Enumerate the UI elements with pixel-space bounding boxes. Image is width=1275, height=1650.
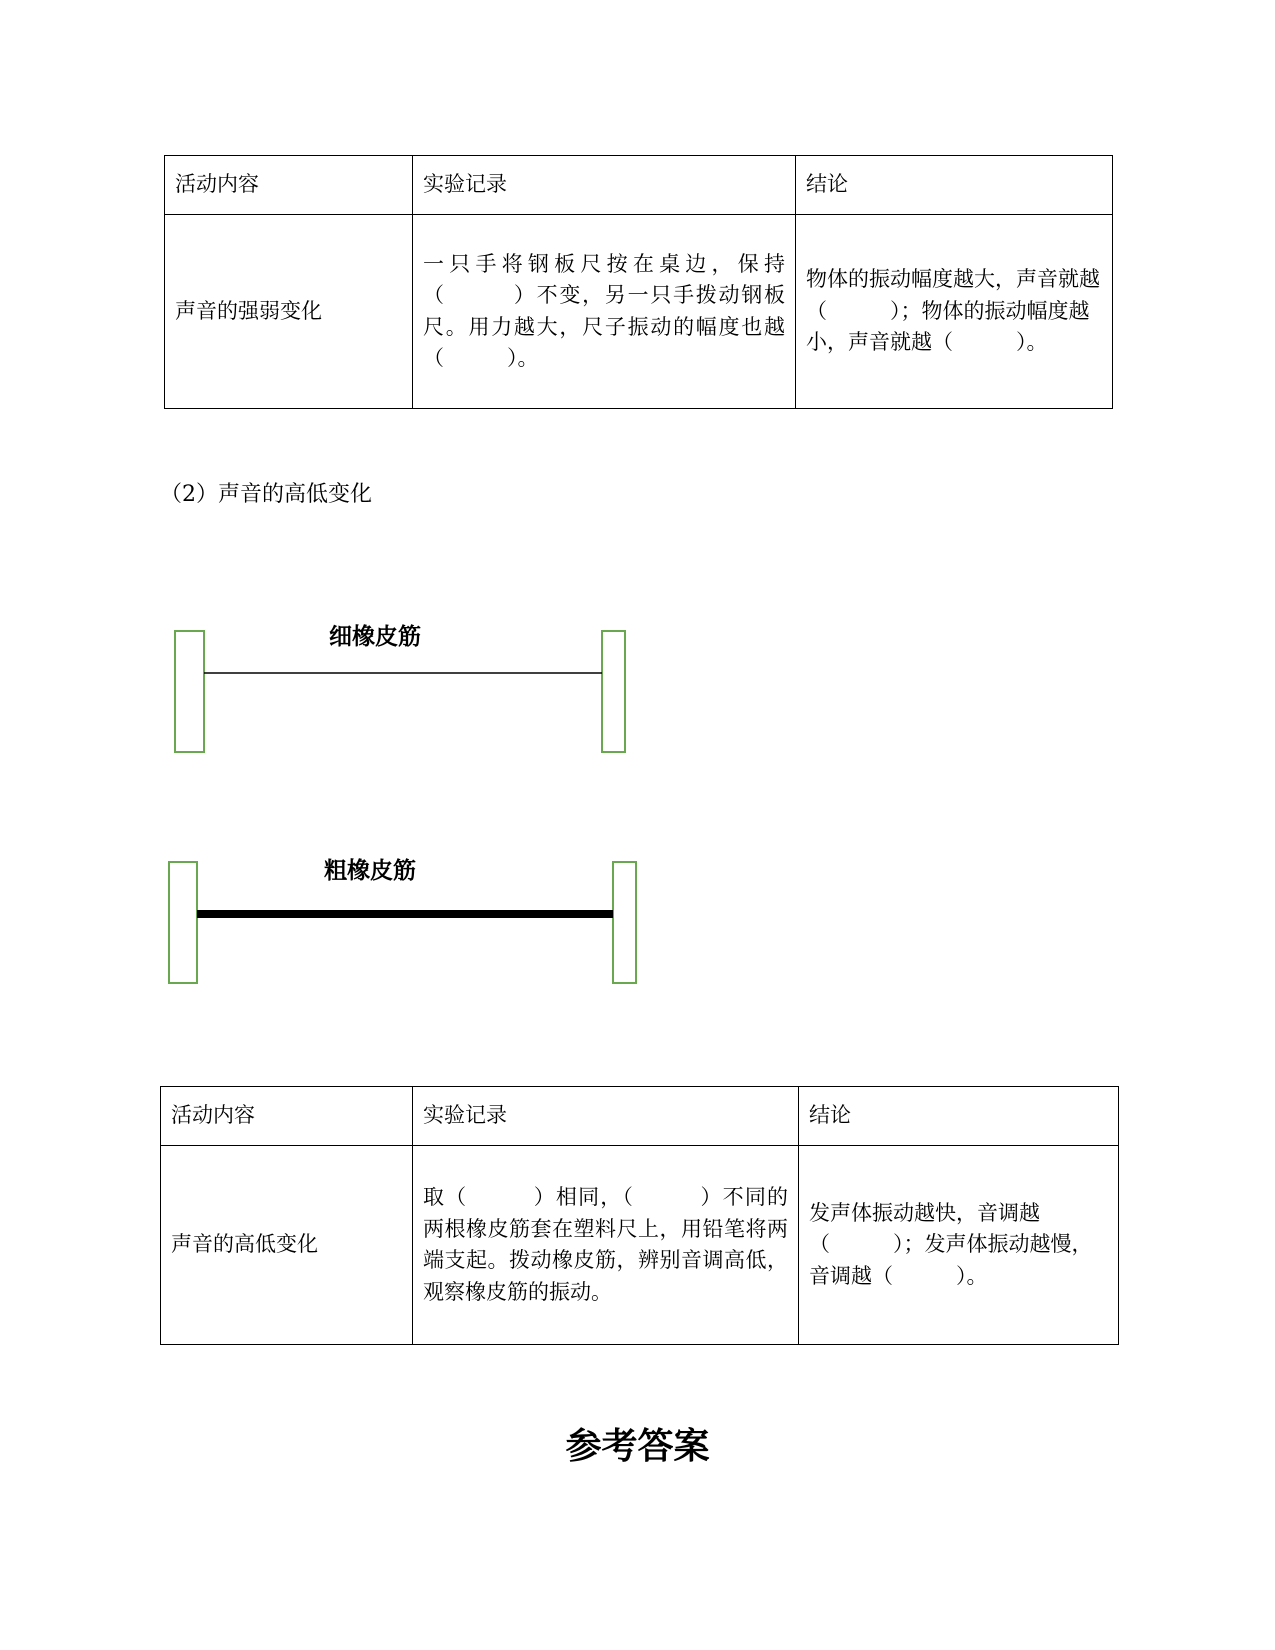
right-post-thick [613, 862, 636, 983]
table-row [161, 1146, 1119, 1345]
header-record: 实验记录 [413, 156, 796, 215]
section-title: （2）声音的高低变化 [160, 482, 372, 507]
header-conclusion: 结论 [799, 1087, 1119, 1146]
left-post-thick [169, 862, 197, 983]
activity-cell: 声音的高低变化 [161, 1146, 413, 1345]
rubber-band-diagram [160, 600, 660, 1000]
record-cell: 一只手将钢板尺按在桌边，保持（ ）不变，另一只手拨动钢板尺。用力越大，尺子振动的幅度也越（ ）。 [413, 215, 796, 409]
table-pitch [160, 1086, 1119, 1345]
thin-rubber-band-setup [175, 623, 625, 752]
activity-cell: 声音的强弱变化 [165, 215, 413, 409]
header-record: 实验记录 [413, 1087, 799, 1146]
left-post-thin [175, 631, 204, 752]
header-conclusion: 结论 [796, 156, 1113, 215]
right-post-thin [602, 631, 625, 752]
thin-band-label: 细橡皮筋 [329, 624, 421, 650]
table-loudness [164, 155, 1113, 409]
header-activity: 活动内容 [161, 1087, 413, 1146]
conclusion-cell: 发声体振动越快，音调越（ ）；发声体振动越慢，音调越（ ）。 [799, 1146, 1119, 1345]
table-header-row [161, 1087, 1119, 1146]
thick-rubber-band-setup [169, 857, 636, 983]
answer-key-title: 参考答案 [565, 1425, 710, 1467]
conclusion-cell: 物体的振动幅度越大，声音就越（ ）；物体的振动幅度越小，声音就越（ ）。 [796, 215, 1113, 409]
table-header-row [165, 156, 1113, 215]
header-activity: 活动内容 [165, 156, 413, 215]
table-row [165, 215, 1113, 409]
record-cell: 取（ ）相同，（ ）不同的两根橡皮筋套在塑料尺上，用铅笔将两端支起。拨动橡皮筋，辨别音调高低，观察橡皮筋的振动。 [413, 1146, 799, 1345]
thick-band-label: 粗橡皮筋 [324, 858, 416, 884]
